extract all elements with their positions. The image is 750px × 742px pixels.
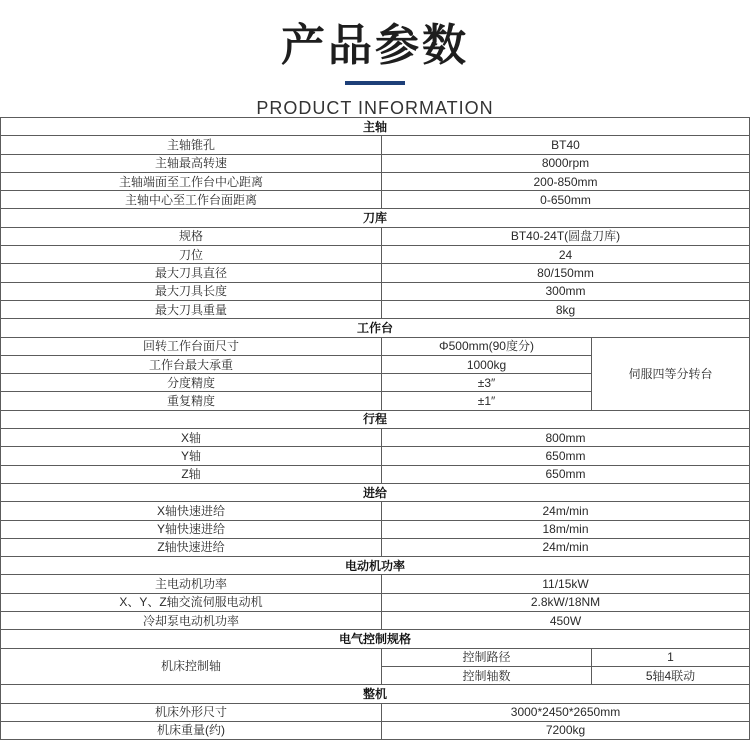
spec-value: 200-850mm xyxy=(382,173,750,191)
spec-value: ±1″ xyxy=(382,392,592,410)
section-header-feed: 进给 xyxy=(1,484,750,502)
section-header-motor-power: 电动机功率 xyxy=(1,557,750,575)
spec-label: 主轴最高转速 xyxy=(1,155,382,173)
spec-sub-label: 控制路径 xyxy=(382,649,592,667)
spec-label: 最大刀具重量 xyxy=(1,301,382,319)
spec-value: 24m/min xyxy=(382,502,750,520)
spec-label: 工作台最大承重 xyxy=(1,356,382,374)
spec-label: 重复精度 xyxy=(1,392,382,410)
spec-value: 18m/min xyxy=(382,521,750,539)
spec-value: 11/15kW xyxy=(382,575,750,593)
spec-label: Y轴 xyxy=(1,447,382,465)
spec-value: 300mm xyxy=(382,283,750,301)
spec-value: BT40-24T(圆盘刀库) xyxy=(382,228,750,246)
spec-label: 最大刀具长度 xyxy=(1,283,382,301)
spec-value: Φ500mm(90度分) xyxy=(382,338,592,356)
spec-value: 1 xyxy=(592,649,750,667)
spec-value: 8kg xyxy=(382,301,750,319)
title-accent-bar xyxy=(345,81,405,85)
section-header-travel: 行程 xyxy=(1,411,750,429)
spec-value: 8000rpm xyxy=(382,155,750,173)
spec-value: 80/150mm xyxy=(382,264,750,282)
spec-label: 主轴端面至工作台中心距离 xyxy=(1,173,382,191)
spec-value: 0-650mm xyxy=(382,191,750,209)
section-header-tool-magazine: 刀库 xyxy=(1,209,750,227)
section-header-whole-machine: 整机 xyxy=(1,685,750,703)
worktable-note: 伺服四等分转台 xyxy=(592,338,750,411)
section-header-spindle: 主轴 xyxy=(1,118,750,136)
spec-label: 主轴锥孔 xyxy=(1,136,382,154)
spec-value: 1000kg xyxy=(382,356,592,374)
spec-value: 650mm xyxy=(382,466,750,484)
spec-value: 24m/min xyxy=(382,539,750,557)
spec-label: Z轴快速进给 xyxy=(1,539,382,557)
spec-sub-label: 控制轴数 xyxy=(382,667,592,685)
spec-label: Z轴 xyxy=(1,466,382,484)
spec-value: 5轴4联动 xyxy=(592,667,750,685)
spec-label: X轴快速进给 xyxy=(1,502,382,520)
section-header-electrical-control: 电气控制规格 xyxy=(1,630,750,648)
spec-value: 7200kg xyxy=(382,722,750,740)
spec-label: 主轴中心至工作台面距离 xyxy=(1,191,382,209)
page-title: 产品参数 xyxy=(281,20,469,71)
spec-group-label: 机床控制轴 xyxy=(1,649,382,686)
spec-table xyxy=(0,117,750,740)
spec-value: 2.8kW/18NM xyxy=(382,594,750,612)
spec-label: X、Y、Z轴交流伺服电动机 xyxy=(1,594,382,612)
spec-label: 回转工作台面尺寸 xyxy=(1,338,382,356)
spec-value: BT40 xyxy=(382,136,750,154)
spec-label: 机床外形尺寸 xyxy=(1,704,382,722)
spec-label: X轴 xyxy=(1,429,382,447)
page-subtitle: PRODUCT INFORMATION xyxy=(256,98,494,118)
spec-value: 3000*2450*2650mm xyxy=(382,704,750,722)
spec-label: 最大刀具直径 xyxy=(1,264,382,282)
spec-value: 800mm xyxy=(382,429,750,447)
spec-label: Y轴快速进给 xyxy=(1,521,382,539)
spec-label: 刀位 xyxy=(1,246,382,264)
section-header-worktable: 工作台 xyxy=(1,319,750,337)
spec-value: ±3″ xyxy=(382,374,592,392)
spec-label: 机床重量(约) xyxy=(1,722,382,740)
spec-value: 24 xyxy=(382,246,750,264)
spec-label: 规格 xyxy=(1,228,382,246)
spec-value: 650mm xyxy=(382,447,750,465)
spec-label: 分度精度 xyxy=(1,374,382,392)
spec-value: 450W xyxy=(382,612,750,630)
spec-label: 主电动机功率 xyxy=(1,575,382,593)
spec-label: 冷却泵电动机功率 xyxy=(1,612,382,630)
